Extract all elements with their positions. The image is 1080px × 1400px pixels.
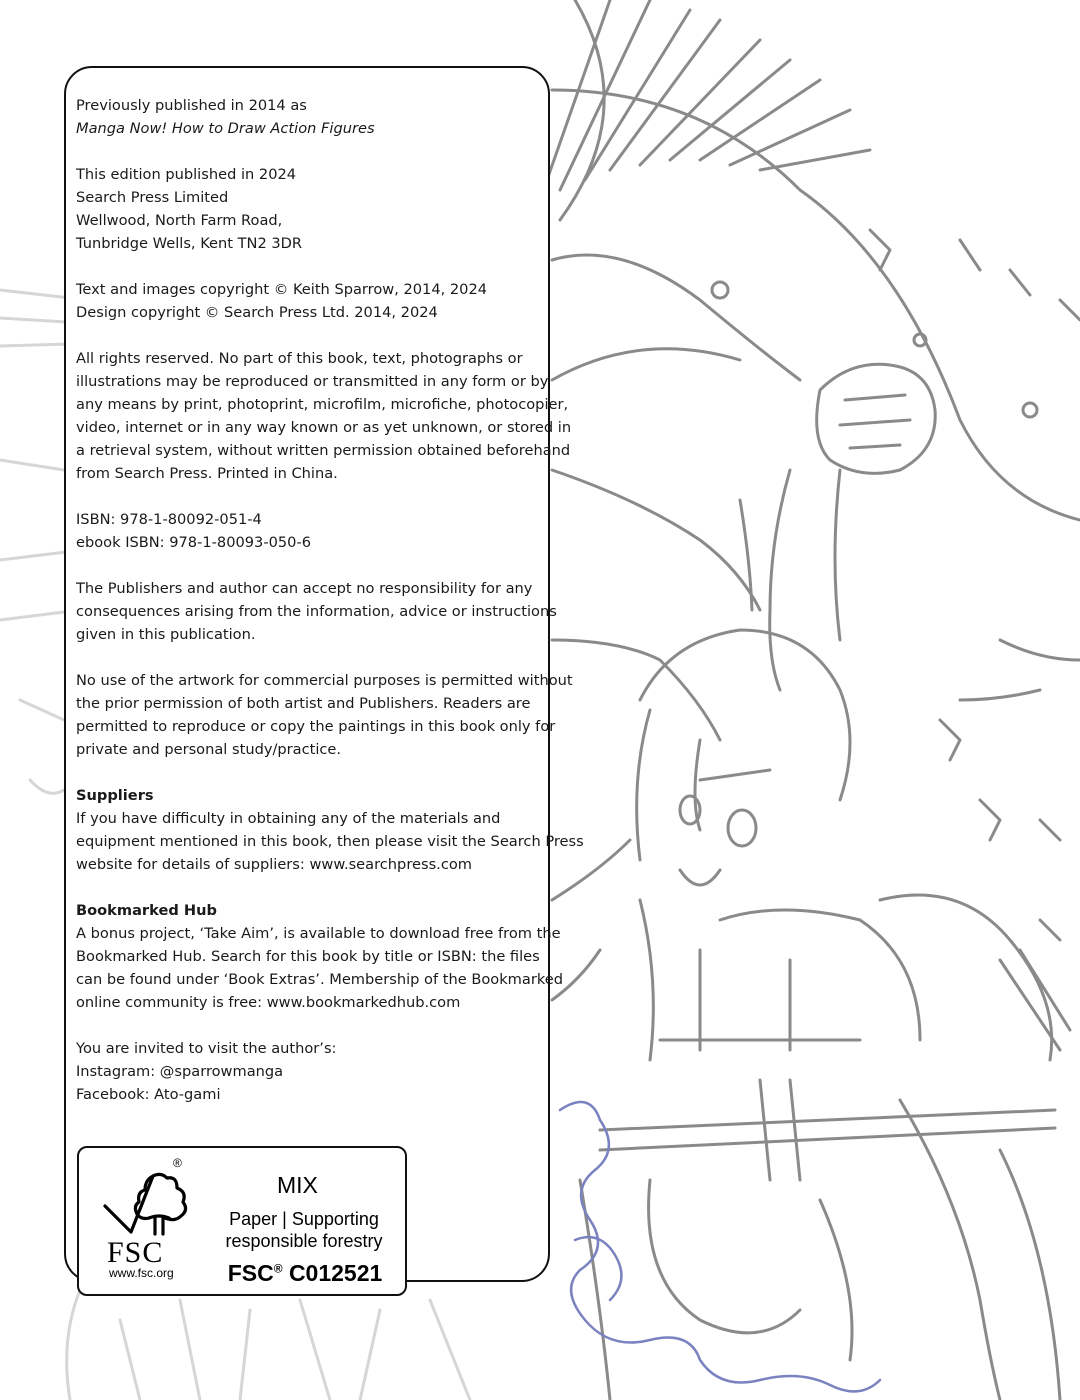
disclaimer: The Publishers and author can accept no responsibility for any consequences arising from the information, advice or instructions given in this publication. <box>76 580 557 643</box>
ebook-isbn: ebook ISBN: 978-1-80093-050-6 <box>76 534 312 551</box>
publisher-address: Wellwood, North Farm Road, <box>76 212 283 229</box>
colophon-text <box>76 94 584 1106</box>
rights-notice: All rights reserved. No part of this book, text, photographs or illustrations may be reproduced or transmitted in any form or by any means by print, photoprint, microfilm, microfiche, photocopier, video, internet or in any way known or as yet unknown, or stored in a retrieval system, without written permission obtained beforehand from Search Press. Printed in China. <box>76 350 572 482</box>
copyright-notice: Text and images copyright © Keith Sparrow, 2014, 2024 Design copyright © Search Press Ltd. 2014, 2024 <box>76 281 488 321</box>
commercial-use-notice: No use of the artwork for commercial purposes is permitted without the prior permission of both artist and Publishers. Readers are permitted to reproduce or copy the paintings in this book only for private and personal study/practice. <box>76 672 573 758</box>
isbn: ISBN: 978-1-80092-051-4 <box>76 511 262 528</box>
bookmarked-hub-heading: Bookmarked Hub <box>76 902 217 919</box>
fsc-registered-mark: ® <box>173 1156 182 1170</box>
previous-publication: Previously published in 2014 as Manga Now! How to Draw Action Figures <box>76 94 546 140</box>
fsc-url: www.fsc.org <box>109 1266 174 1280</box>
fsc-license-code: FSC® C012521 <box>227 1260 383 1286</box>
edition-info: This edition published in 2024 Search Press Limited Wellwood, North Farm Road, Tunbridge Wells, Kent TN2 3DR <box>76 163 546 255</box>
facebook-handle: Facebook: Ato-gami <box>76 1086 221 1103</box>
fsc-logo-text: FSC <box>107 1236 164 1269</box>
publisher-name: Search Press Limited <box>76 189 229 206</box>
bookmarked-hub-section: Bookmarked Hub A bonus project, ‘Take Aim’, is available to download free from the Bookmarked Hub. Search for this book by title or ISBN: the files can be found under ‘Book Extras’. Membership of the Bookmarked online community is free: www.bookmarkedhub.com <box>76 899 546 1014</box>
fsc-mix-label: MIX <box>277 1172 318 1198</box>
author-links: You are invited to visit the author’s: Instagram: @sparrowmanga Facebook: Ato-gami <box>76 1037 546 1106</box>
instagram-handle: Instagram: @sparrowmanga <box>76 1063 284 1080</box>
fsc-certification-box <box>77 1146 407 1296</box>
suppliers-heading: Suppliers <box>76 787 154 804</box>
isbn-info <box>76 508 546 554</box>
suppliers-section: Suppliers If you have difficulty in obtaining any of the materials and equipment mentioned in this book, then please visit the Search Press website for details of suppliers: www.searchpress.com <box>76 784 546 876</box>
fsc-description: Paper | Supporting responsible forestry <box>225 1209 383 1251</box>
original-title: Manga Now! How to Draw Action Figures <box>76 120 375 137</box>
